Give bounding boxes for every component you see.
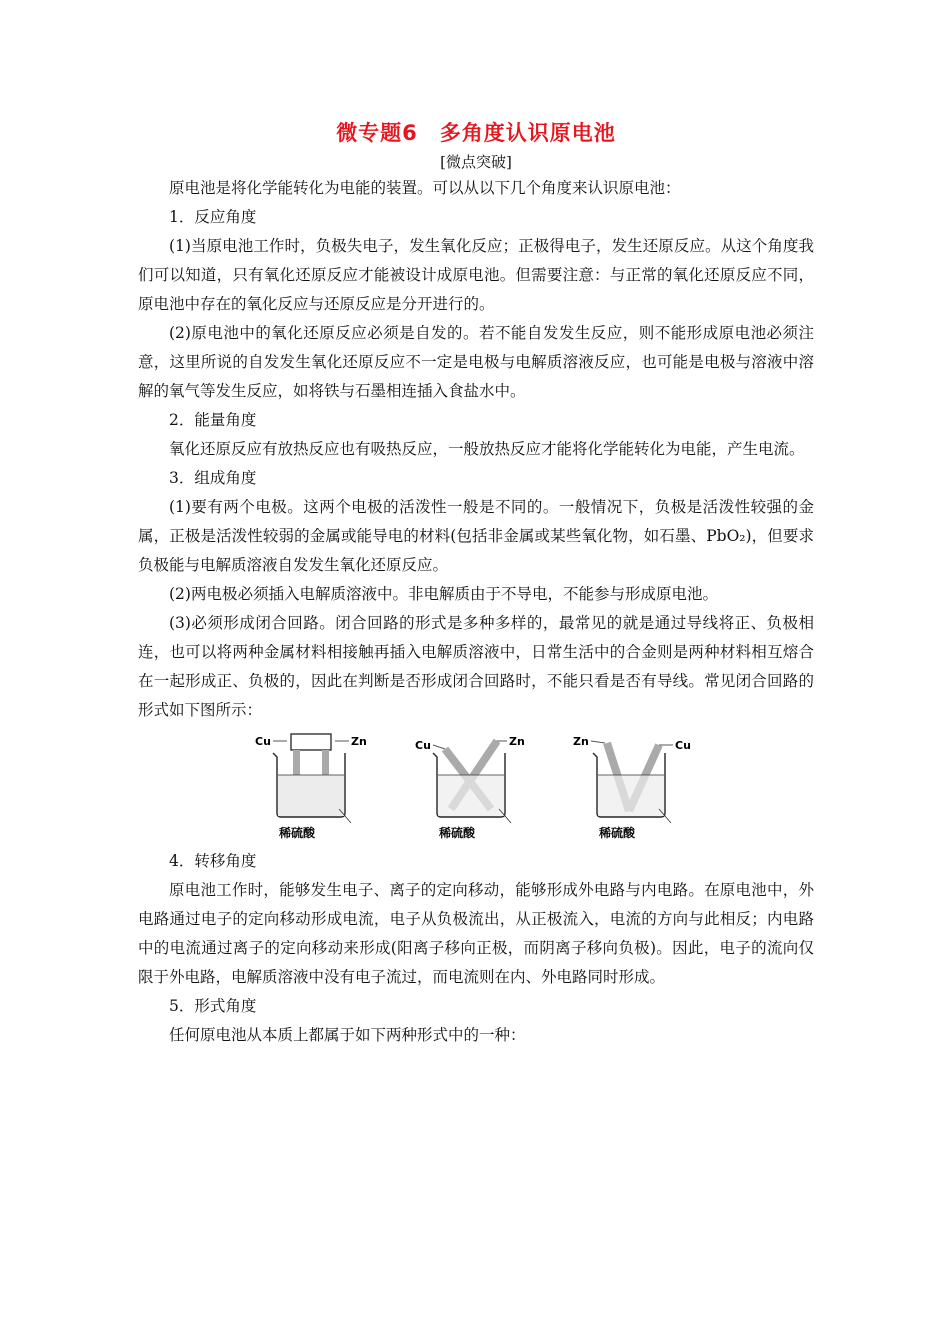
section-heading-3: 3．组成角度 [169,469,257,487]
intro-paragraph: 原电池是将化学能转化为电能的装置。可以从以下几个角度来认识原电池： [169,179,681,197]
electrode-label-left: Cu [415,739,431,752]
beaker-diagram-3 [571,731,701,843]
paragraph: (3)必须形成闭合回路。闭合回路的形式是多种多样的，最常见的就是通过导线将正、负极相连，也可以将两种金属材料相接触再插入电解质溶液中，日常生活中的合金则是两种材料相互熔合在一起形成正、负极的，因此在判断是否形成闭合回路时，不能只看是否有导线。常见闭合回路的形式如下图所示： [138,614,814,719]
paragraph: (1)要有两个电极。这两个电极的活泼性一般是不同的。一般情况下，负极是活泼性较强的金属，正极是活泼性较弱的金属或能导电的材料(包括非金属或某些氧化物，如石墨、PbO₂)，但要求负极能与电解质溶液自发发生氧化还原反应。 [138,498,814,574]
electrode-label-right: Zn [509,735,525,748]
electrode-label-left: Zn [573,735,589,748]
paragraph: 原电池工作时，能够发生电子、离子的定向移动，能够形成外电路与内电路。在原电池中，外电路通过电子的定向移动形成电流，电子从负极流出，从正极流入，电流的方向与此相反；内电路中的电流通过离子的定向移动来形成(阳离子移向正极，而阴离子移向负极)。因此，电子的流向仅限于外电路，电解质溶液中没有电子流过，而电流则在内、外电路同时形成。 [138,881,814,986]
subtitle: [微点突破] [440,153,512,171]
page-title: 微专题6 多角度认识原电池 [336,121,616,145]
electrode-label-right: Zn [351,735,367,748]
section-heading-2: 2．能量角度 [169,411,257,429]
beaker-diagram-1 [251,731,381,843]
electrode-label-left: Cu [255,735,271,748]
document-page [138,118,814,1050]
paragraph: (2)两电极必须插入电解质溶液中。非电解质由于不导电，不能参与形成原电池。 [169,585,718,603]
electrode-label-right: Cu [675,739,691,752]
solution-caption: 稀硫酸 [599,826,636,840]
solution-caption: 稀硫酸 [439,826,476,840]
paragraph: (2)原电池中的氧化还原反应必须是自发的。若不能自发发生反应，则不能形成原电池必须注意，这里所说的自发发生氧化还原反应不一定是电极与电解质溶液反应，也可能是电极与溶液中溶解的氧气等发生反应，如将铁与石墨相连插入食盐水中。 [138,324,814,400]
beaker-diagram-2 [411,731,541,843]
paragraph: 任何原电池从本质上都属于如下两种形式中的一种： [169,1026,526,1044]
closed-circuit-figure [138,731,814,843]
paragraph: 氧化还原反应有放热反应也有吸热反应，一般放热反应才能将化学能转化为电能，产生电流。 [169,440,805,458]
section-heading-5: 5．形式角度 [169,997,257,1015]
solution-caption: 稀硫酸 [279,826,316,840]
section-heading-1: 1．反应角度 [169,208,257,226]
paragraph: (1)当原电池工作时，负极失电子，发生氧化反应；正极得电子，发生还原反应。从这个角度我们可以知道，只有氧化还原反应才能被设计成原电池。但需要注意：与正常的氧化还原反应不同，原电池中存在的氧化反应与还原反应是分开进行的。 [138,237,814,313]
section-heading-4: 4．转移角度 [169,852,257,870]
